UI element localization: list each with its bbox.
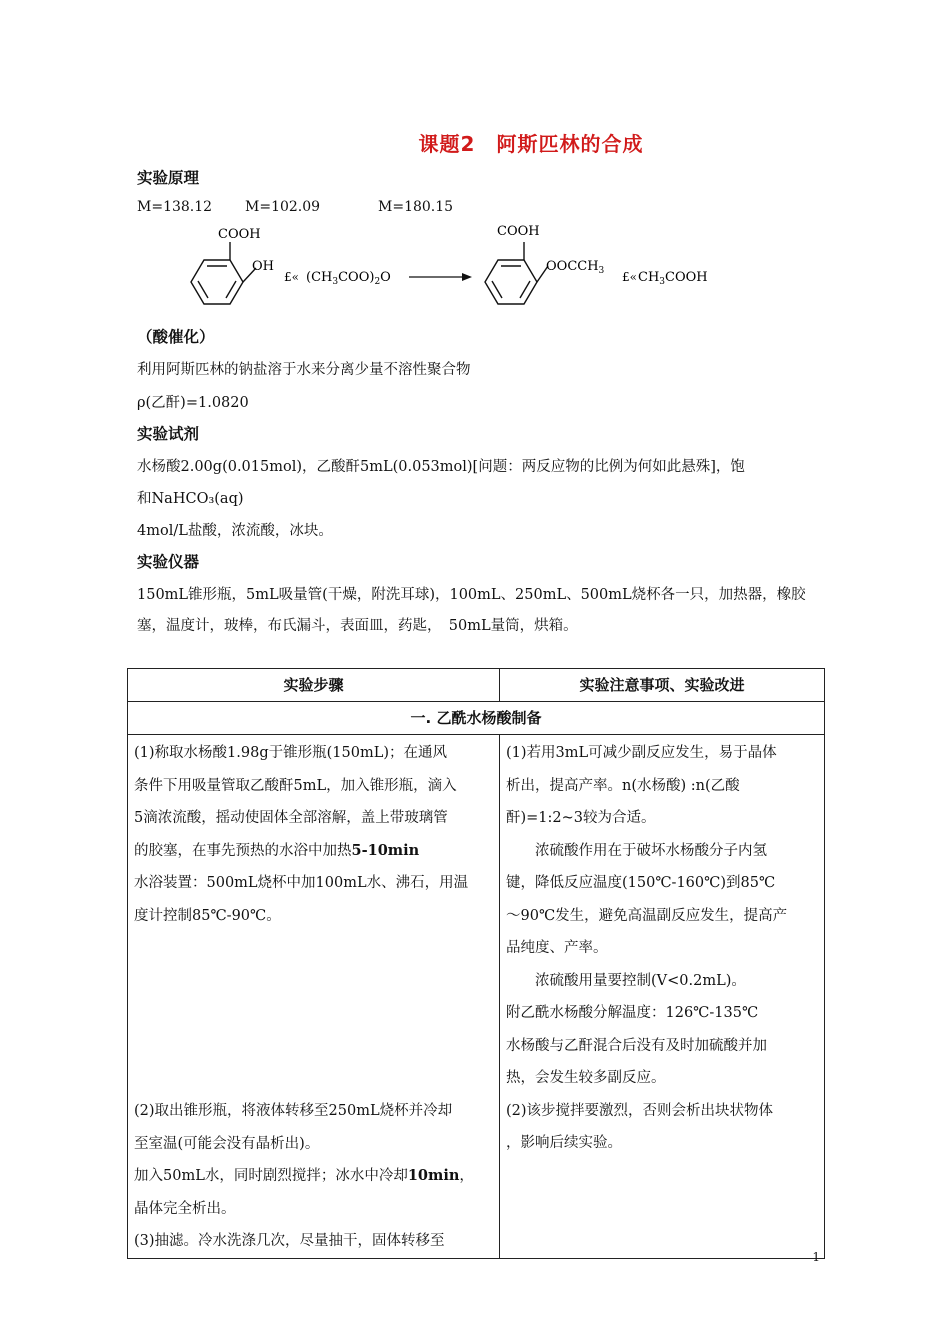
mass-acetic-anhydride: M=102.09: [245, 199, 321, 215]
page-number: 1: [812, 1250, 820, 1264]
col-steps-header: 实验步骤: [128, 669, 500, 702]
table-header-row: [128, 669, 825, 702]
note-line: (1)若用3mL可减少副反应发生，易于晶体: [506, 745, 777, 761]
apparatus-heading: 实验仪器: [137, 553, 200, 571]
step-text: 加入50mL水，同时剧烈搅拌；冰水中冷却: [134, 1168, 408, 1184]
step-line: [134, 1160, 493, 1193]
principle-heading: 实验原理: [137, 169, 200, 187]
reaction-scheme: [160, 218, 740, 308]
mass-aspirin: M=180.15: [378, 199, 454, 215]
step-text: 的胶塞，在事先预热的水浴中加热: [134, 842, 352, 859]
note-line: ，影响后续实验。: [506, 1135, 622, 1151]
apparatus-line-1: 150mL锥形瓶，5mL吸量管(干燥，附洗耳球)，100mL、250mL、500mL烧杯各一只，加热器，橡胶: [137, 587, 806, 603]
note-line: 浓硫酸作用在于破坏水杨酸分子内氢: [535, 842, 767, 859]
plus-sign-2: £«: [622, 270, 637, 284]
notes-cell: [500, 735, 825, 1259]
acetic-anhydride-formula: $(CH_3COO)_2O$: [306, 270, 391, 287]
note-line: 析出，提高产率。n(水杨酸) :n(乙酸: [506, 777, 740, 794]
density-note: ρ(乙酐)=1.0820: [137, 395, 249, 411]
note-line: 酐)=1:2~3较为合适。: [506, 810, 656, 826]
step-line: (1)称取水杨酸1.98g于锥形瓶(150mL)；在通风: [134, 745, 447, 761]
step-line: (2)取出锥形瓶，将液体转移至250mL烧杯并冷却: [134, 1103, 453, 1119]
step-text: ，: [459, 1168, 474, 1184]
apparatus-line-2: 塞，温度计，玻棒，布氏漏斗，表面皿，药匙， 50mL量筒，烘箱。: [137, 618, 578, 634]
note-line: 键，降低反应温度(150℃-160℃)到85℃: [506, 875, 776, 891]
step-line: 水浴装置：500mL烧杯中加100mL水、沸石，用温: [134, 875, 469, 891]
note-line: 浓硫酸用量要控制(V<0.2mL)。: [535, 972, 746, 989]
note-line: 水杨酸与乙酐混合后没有及时加硫酸并加: [506, 1037, 767, 1054]
step-line: [134, 835, 493, 868]
step-line: 晶体完全析出。: [134, 1200, 236, 1217]
note-line: (2)该步搅拌要激烈，否则会析出块状物体: [506, 1102, 774, 1119]
procedure-table: [127, 668, 825, 1259]
step-line: (3)抽滤。冷水洗涤几次，尽量抽干，固体转移至: [134, 1233, 445, 1249]
r1-oh: OH: [252, 259, 274, 274]
p-cooh: COOH: [497, 224, 540, 239]
section-row: [128, 702, 825, 735]
salicylic-acid-structure: [191, 242, 256, 304]
plus-sign-1: £«: [284, 270, 299, 284]
col-notes-header: 实验注意事项、实验改进: [500, 669, 825, 702]
sodium-salt-note: 利用阿斯匹林的钠盐溶于水来分离少量不溶性聚合物: [137, 362, 471, 378]
note-line: ～90℃发生，避免高温副反应发生，提高产: [506, 907, 788, 924]
steps-cell: [128, 735, 500, 1259]
reagents-line-3: 4mol/L盐酸，浓流酸，冰块。: [137, 523, 333, 539]
reaction-arrowhead: [462, 273, 472, 281]
step-line: 5滴浓流酸，摇动使固体全部溶解，盖上带玻璃管: [134, 810, 448, 826]
step-line: 至室温(可能会没有晶析出)。: [134, 1135, 320, 1152]
note-line: 附乙酰水杨酸分解温度：126℃-135℃: [506, 1005, 759, 1021]
reagents-heading: 实验试剂: [137, 425, 200, 443]
reagents-line-1: 水杨酸2.00g(0.015mol)，乙酸酐5mL(0.053mol)[问题：两反应物的比例为何如此悬殊]，饱: [137, 459, 745, 475]
mass-salicylic-acid: M=138.12: [137, 199, 213, 215]
table-row: [128, 735, 825, 1259]
heating-time: 5-10min: [351, 841, 420, 859]
note-line: 热，会发生较多副反应。: [506, 1070, 666, 1086]
note-line: 品纯度、产率。: [506, 940, 608, 956]
p-oocch3: $OOCCH_3$: [546, 259, 605, 276]
reagents-line-2: 和NaHCO₃(aq): [137, 491, 244, 507]
aspirin-structure: [485, 242, 548, 304]
page-title: 课题2 阿斯匹林的合成: [418, 132, 644, 156]
r1-cooh: COOH: [218, 227, 261, 242]
step-line: 条件下用吸量管取乙酸酐5mL，加入锥形瓶，滴入: [134, 777, 457, 794]
step-line: 度计控制85℃-90℃。: [134, 907, 281, 924]
acetic-acid-formula: $CH_3COOH$: [638, 270, 708, 287]
section-title: 一. 乙酰水杨酸制备: [128, 702, 825, 735]
catalyst-note: （酸催化）: [137, 328, 215, 346]
cooling-time: 10min: [407, 1167, 460, 1184]
